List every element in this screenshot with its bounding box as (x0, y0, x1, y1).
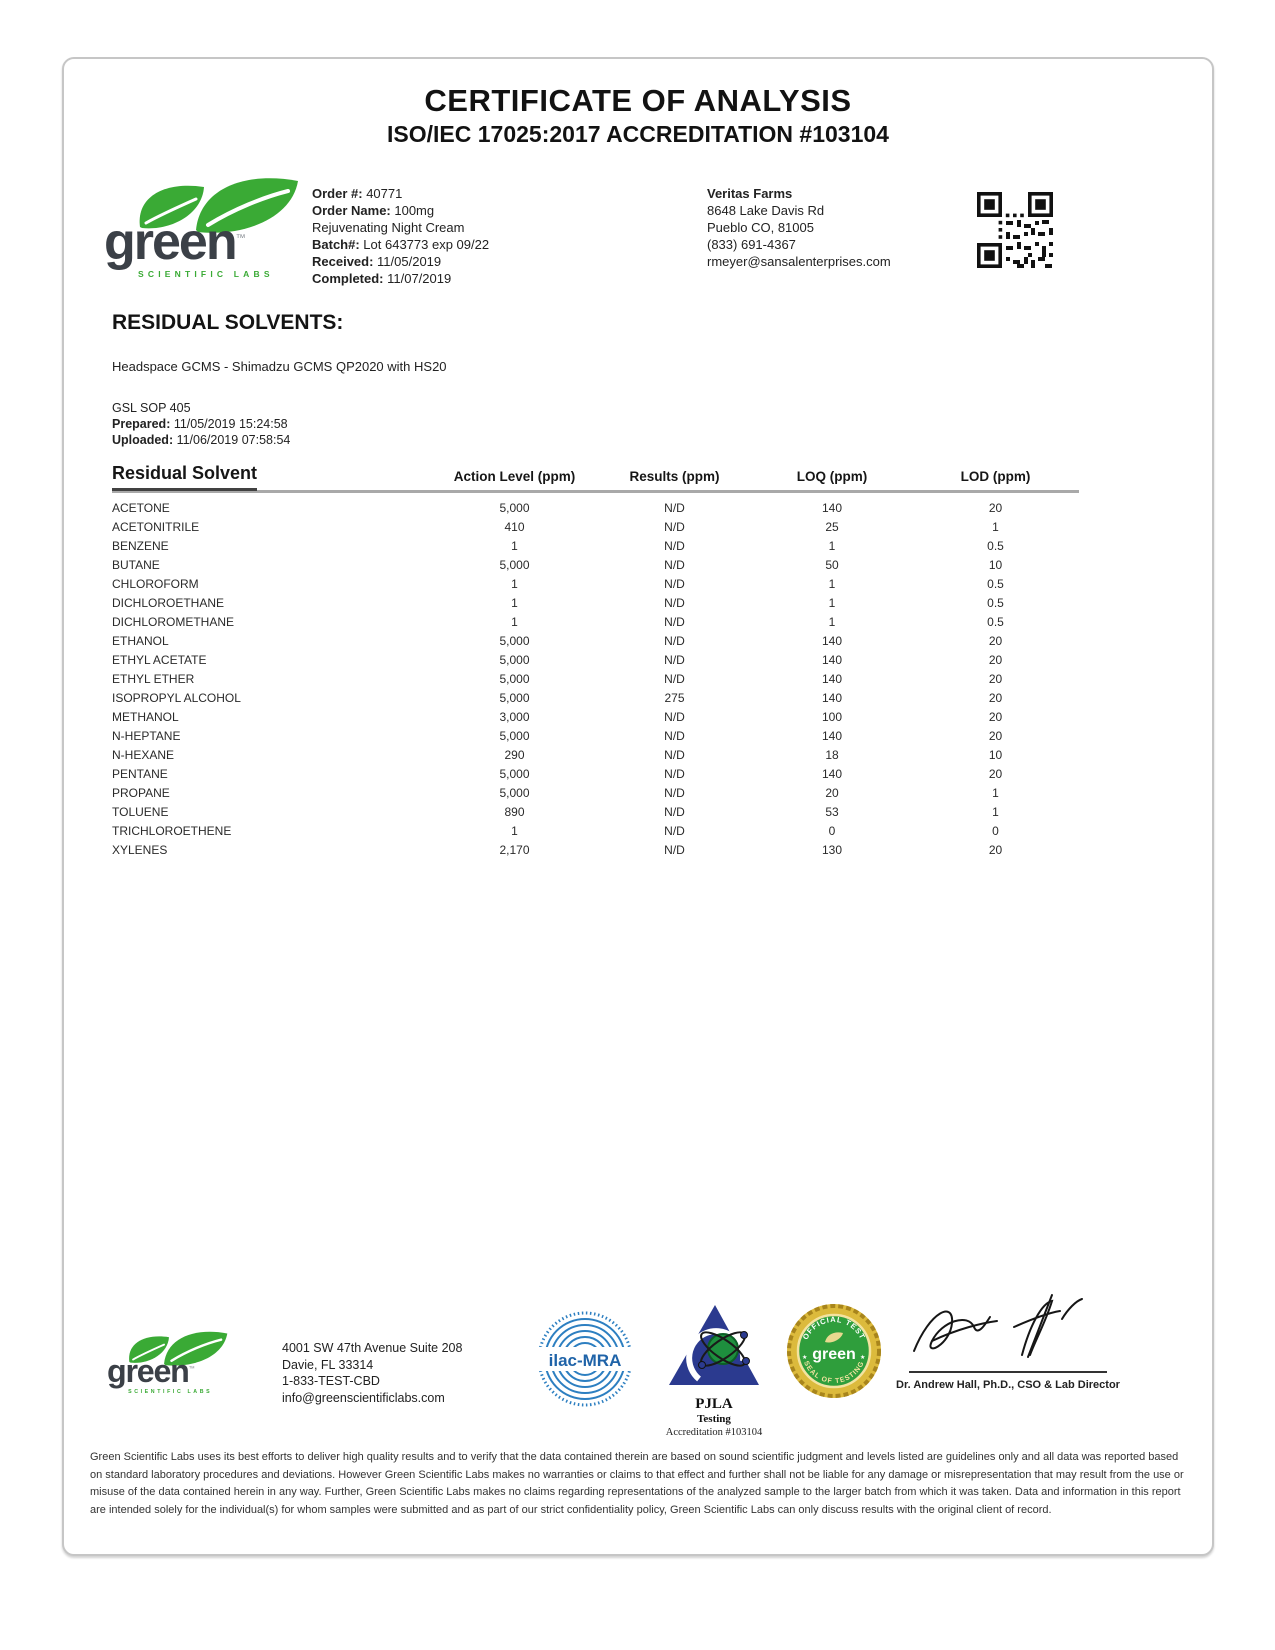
batch-number: Batch#: Lot 643773 exp 09/22 (312, 237, 490, 252)
solvent-value: 5,000 (499, 728, 530, 743)
solvent-value: 1 (992, 804, 999, 819)
table-row (112, 821, 1079, 840)
ilac-mra-label: ilac-MRA (548, 1351, 622, 1370)
solvent-name: DICHLOROETHANE (112, 595, 225, 610)
solvent-value: 0 (992, 823, 999, 838)
solvent-value: 1 (992, 519, 999, 534)
pjla-testing-label: Testing (697, 1413, 731, 1425)
signature-line (909, 1371, 1107, 1373)
lab-email: info@greenscientificlabs.com (282, 1390, 445, 1405)
solvent-value: 1 (511, 614, 518, 629)
order-name-line2: Rejuvenating Night Cream (312, 220, 465, 235)
solvent-value: 0.5 (987, 538, 1004, 553)
table-row (112, 593, 1079, 612)
signature-image (902, 1289, 1122, 1369)
solvent-value: N/D (664, 728, 685, 743)
solvent-value: 25 (825, 519, 839, 534)
footer-logo-wordmark: green™ (107, 1353, 195, 1390)
solvent-value: 20 (988, 709, 1003, 724)
seal-star-right: ★ (860, 1355, 866, 1361)
table-row (112, 840, 1079, 859)
client-address-2: Pueblo CO, 81005 (707, 220, 814, 235)
solvent-value: 20 (988, 500, 1003, 515)
page-title: CERTIFICATE OF ANALYSIS (424, 83, 852, 118)
solvent-value: 0.5 (987, 576, 1004, 591)
table-row (112, 726, 1079, 745)
solvent-value: 5,000 (499, 671, 530, 686)
solvent-name: TRICHLOROETHENE (112, 823, 232, 838)
certificate-page (62, 57, 1214, 1556)
received-label: Received: (312, 254, 374, 269)
table-row (112, 802, 1079, 821)
solvent-value: 140 (821, 671, 843, 686)
solvent-name: METHANOL (112, 709, 179, 724)
solvent-value: 1 (828, 576, 836, 591)
solvent-value: 140 (821, 633, 843, 648)
solvent-value: 20 (988, 728, 1003, 743)
solvent-value: N/D (664, 614, 685, 629)
solvent-value: 130 (821, 842, 843, 857)
logo-subtext: SCIENTIFIC LABS (138, 269, 274, 279)
prepared-label: Prepared: (112, 417, 171, 431)
table-row (112, 688, 1079, 707)
completed-label: Completed: (312, 271, 384, 286)
solvent-value: 1 (511, 538, 518, 553)
solvent-value: 20 (825, 785, 839, 800)
section-heading: RESIDUAL SOLVENTS: (112, 311, 344, 334)
table-row (112, 650, 1079, 669)
batch-label: Batch#: (312, 237, 360, 252)
order-number: Order #: 40771 (312, 186, 403, 201)
solvent-value: N/D (664, 576, 685, 591)
pjla-logo (649, 1299, 779, 1438)
solvent-value: N/D (664, 804, 685, 819)
solvent-name: XYLENES (112, 842, 168, 857)
table-row (112, 492, 1079, 518)
table-row (112, 783, 1079, 802)
solvent-value: 20 (988, 671, 1003, 686)
solvent-value: N/D (664, 633, 685, 648)
green-seal-of-testing (785, 1302, 883, 1400)
solvent-value: 20 (988, 633, 1003, 648)
client-name: Veritas Farms (707, 186, 793, 201)
column-header-action-level: Action Level (ppm) (432, 463, 597, 492)
seal-top-text: OFFICIAL TEST (800, 1314, 868, 1342)
solvent-value: 140 (821, 690, 843, 705)
solvent-value: 20 (988, 766, 1003, 781)
trademark-symbol: ™ (235, 233, 246, 244)
solvent-name: CHLOROFORM (112, 576, 199, 591)
client-info (707, 185, 891, 270)
green-scientific-labs-logo (104, 177, 319, 287)
solvent-value: 140 (821, 766, 843, 781)
sop-number: GSL SOP 405 (112, 401, 191, 415)
ilac-mra-logo (535, 1309, 635, 1409)
solvent-value: 275 (664, 690, 685, 705)
accreditation-subtitle: ISO/IEC 17025:2017 ACCREDITATION #103104 (387, 121, 889, 147)
lab-phone: 1-833-TEST-CBD (282, 1374, 380, 1388)
solvent-name: ETHANOL (112, 633, 169, 648)
table-row (112, 536, 1079, 555)
solvent-value: N/D (664, 842, 685, 857)
disclaimer-text: Green Scientific Labs uses its best efforts to deliver high quality results and to verify that the data contained therein are based on sound scientific judgment and levels listed are guidelines only and all data was reported based on standard laboratory procedures and deviations. However Green Scientific Labs makes no warranties or claims to that effect and further shall not be liable for any damage or misrepresentation that may result from the use or misuse of the data contained herein in any way. Further, Green Scientific Labs makes no claims regarding representations of the analyzed sample to the larger batch from which it was taken. Data and information in this report are intended solely for the individual(s) for whom samples were submitted and as part of our strict confidentiality policy, Green Scientific Labs can only discuss results with the original client of record. (90, 1451, 1184, 1516)
solvent-value: 1 (828, 614, 836, 629)
solvent-value: N/D (664, 652, 685, 667)
solvent-value: 1 (511, 595, 518, 610)
signer-name: Dr. Andrew Hall, Ph.D., CSO & Lab Director (896, 1379, 1120, 1391)
table-row (112, 555, 1079, 574)
solvent-value: 140 (821, 652, 843, 667)
client-address-1: 8648 Lake Davis Rd (707, 203, 825, 218)
solvent-value: 0.5 (987, 614, 1004, 629)
lab-address-line2: Davie, FL 33314 (282, 1357, 374, 1372)
solvent-name: ETHYL ETHER (112, 671, 195, 686)
solvent-value: N/D (664, 823, 685, 838)
footer-logo (107, 1331, 240, 1399)
column-header-lod: LOD (ppm) (912, 463, 1079, 492)
pjla-triangle-icon (659, 1299, 769, 1389)
seal-word: green (812, 1346, 856, 1363)
method-description: Headspace GCMS - Shimadzu GCMS QP2020 with HS20 (112, 359, 447, 374)
solvent-value: N/D (664, 785, 685, 800)
solvent-value: 2,170 (499, 842, 530, 857)
uploaded-line: Uploaded: 11/06/2019 07:58:54 (112, 433, 291, 447)
table-row (112, 517, 1079, 536)
solvent-value: 10 (988, 557, 1003, 572)
solvent-value: 140 (821, 728, 843, 743)
solvent-value: 1 (511, 576, 518, 591)
client-email: rmeyer@sansalenterprises.com (707, 254, 891, 269)
client-phone: (833) 691-4367 (707, 237, 796, 252)
solvent-value: 1 (828, 538, 836, 553)
solvent-value: 410 (504, 519, 525, 534)
order-name: Order Name: 100mg (312, 203, 435, 218)
solvent-value: 5,000 (499, 633, 530, 648)
table-header-row (112, 463, 1079, 492)
order-info (312, 185, 489, 287)
solvent-value: 100 (821, 709, 843, 724)
prepared-line: Prepared: 11/05/2019 15:24:58 (112, 417, 288, 431)
solvent-value: 0 (828, 823, 836, 838)
solvent-value: 1 (992, 785, 999, 800)
solvent-value: 20 (988, 690, 1003, 705)
solvent-name: ACETONE (112, 500, 170, 515)
lab-address (282, 1340, 462, 1406)
table-row (112, 764, 1079, 783)
table-row (112, 612, 1079, 631)
solvent-name: BUTANE (112, 557, 160, 572)
solvent-name: ACETONITRILE (112, 519, 200, 534)
solvent-value: 5,000 (499, 785, 530, 800)
solvent-value: 5,000 (499, 500, 530, 515)
solvent-value: 20 (988, 652, 1003, 667)
solvent-value: 18 (825, 747, 839, 762)
trademark-symbol: ™ (188, 1365, 195, 1373)
solvent-value: N/D (664, 747, 685, 762)
solvent-value: 3,000 (499, 709, 530, 724)
solvent-name: ETHYL ACETATE (112, 652, 207, 667)
seal-bottom-text: SEAL OF TESTING (802, 1360, 866, 1386)
solvent-name: DICHLOROMETHANE (112, 614, 235, 629)
footer-logo-subtext: SCIENTIFIC LABS (128, 1388, 213, 1395)
table-row (112, 574, 1079, 593)
table-row (112, 745, 1079, 764)
solvent-name: TOLUENE (112, 804, 169, 819)
solvent-value: 5,000 (499, 652, 530, 667)
solvent-name: BENZENE (112, 538, 169, 553)
pjla-name: PJLA (695, 1396, 733, 1412)
solvent-value: N/D (664, 671, 685, 686)
solvent-value: 10 (988, 747, 1003, 762)
solvent-value: 53 (825, 804, 839, 819)
column-header-results: Results (ppm) (597, 463, 752, 492)
solvent-name: PROPANE (112, 785, 170, 800)
lab-address-line1: 4001 SW 47th Avenue Suite 208 (282, 1341, 463, 1355)
solvent-value: 5,000 (499, 690, 530, 705)
residual-solvents-table (112, 463, 1079, 859)
solvent-value: N/D (664, 538, 685, 553)
solvent-value: 20 (988, 842, 1003, 857)
completed-date: Completed: 11/07/2019 (312, 271, 452, 286)
solvent-value: 1 (511, 823, 518, 838)
solvent-value: 1 (828, 595, 836, 610)
seal-star-left: ★ (802, 1355, 808, 1361)
solvent-name: ISOPROPYL ALCOHOL (112, 690, 241, 705)
solvent-value: 290 (504, 747, 525, 762)
solvent-value: 890 (504, 804, 525, 819)
solvent-value: 5,000 (499, 557, 530, 572)
received-date: Received: 11/05/2019 (312, 254, 442, 269)
solvent-value: N/D (664, 519, 685, 534)
solvent-value: N/D (664, 500, 685, 515)
uploaded-label: Uploaded: (112, 433, 174, 447)
column-header-solvent: Residual Solvent (112, 463, 432, 492)
solvent-value: 50 (825, 557, 839, 572)
solvent-name: N-HEPTANE (112, 728, 181, 743)
solvent-value: 5,000 (499, 766, 530, 781)
table-row (112, 707, 1079, 726)
column-header-loq: LOQ (ppm) (752, 463, 912, 492)
solvent-name: N-HEXANE (112, 747, 175, 762)
solvent-name: PENTANE (112, 766, 168, 781)
solvent-value: N/D (664, 766, 685, 781)
table-row (112, 669, 1079, 688)
solvent-value: N/D (664, 595, 685, 610)
table-row (112, 631, 1079, 650)
solvent-value: N/D (664, 709, 685, 724)
solvent-value: 140 (821, 500, 843, 515)
solvent-value: N/D (664, 557, 685, 572)
sop-info (112, 400, 290, 448)
solvent-value: 0.5 (987, 595, 1004, 610)
qr-code (977, 192, 1053, 268)
order-number-label: Order #: (312, 186, 363, 201)
logo-word-text: green (104, 213, 236, 271)
pjla-accreditation: Accreditation #103104 (665, 1427, 763, 1438)
logo-wordmark (104, 213, 246, 271)
order-name-label: Order Name: (312, 203, 391, 218)
